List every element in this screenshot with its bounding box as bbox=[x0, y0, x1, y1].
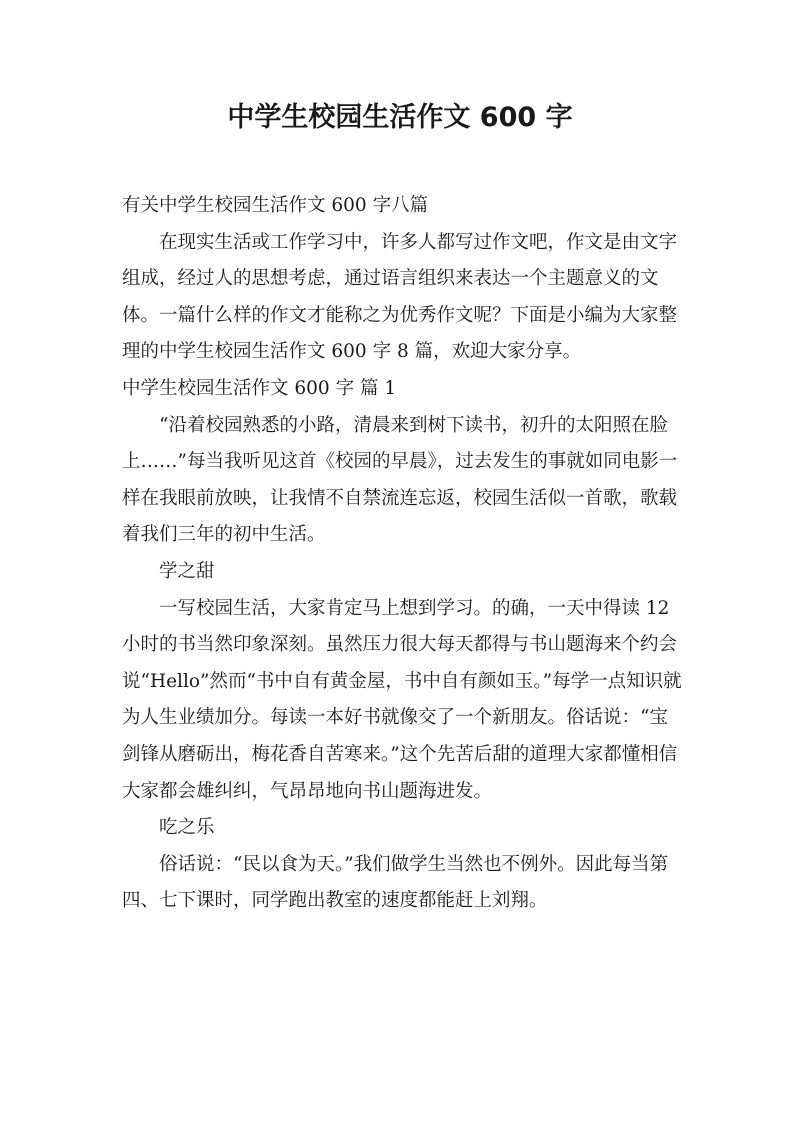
section1-paragraph: “沿着校园熟悉的小路，清晨来到树下读书，初升的太阳照在脸上……”每当我听见这首《校园的早晨》，过去发生的事就如同电影一样在我眼前放映，让我情不自禁流连忘返，校园生活似一首歌，歌载着我们三年的初中生活。 bbox=[122, 414, 678, 546]
document-title: 中学生校园生活作文 600 字 bbox=[227, 102, 573, 133]
intro-paragraph: 在现实生活或工作学习中，许多人都写过作文吧，作文是由文字组成，经过人的思想考虑，通过语言组织来表达一个主题意义的文体。一篇什么样的作文才能称之为优秀作文呢？下面是小编为大家整理的中学生校园生活作文 600 字 8 篇，欢迎大家分享。 bbox=[122, 231, 678, 363]
subheading-sweet: 学之甜 bbox=[159, 560, 215, 582]
fun-paragraph: 俗话说：“民以食为天。”我们做学生当然也不例外。因此每当第四、七下课时，同学跑出教室的速度都能赶上刘翔。 bbox=[122, 853, 669, 912]
subtitle: 有关中学生校园生活作文 600 字八篇 bbox=[122, 195, 429, 216]
document-body bbox=[122, 188, 682, 920]
subheading-fun: 吃之乐 bbox=[159, 817, 215, 839]
sweet-paragraph: 一写校园生活，大家肯定马上想到学习。的确，一天中得读 12 小时的书当然印象深刻。虽然压力很大每天都得与书山题海来个约会说“Hello”然而“书中自有黄金屋，书中自有颜如玉。”每学一点知识就为人生业绩加分。每读一本好书就像交了一个新朋友。俗话说：“宝剑锋从磨砺出，梅花香自苦寒来。”这个先苦后甜的道理大家都懂相信大家都会雄纠纠，气昂昂地向书山题海进发。 bbox=[122, 597, 682, 802]
section-heading: 中学生校园生活作文 600 字 篇 1 bbox=[122, 377, 397, 399]
